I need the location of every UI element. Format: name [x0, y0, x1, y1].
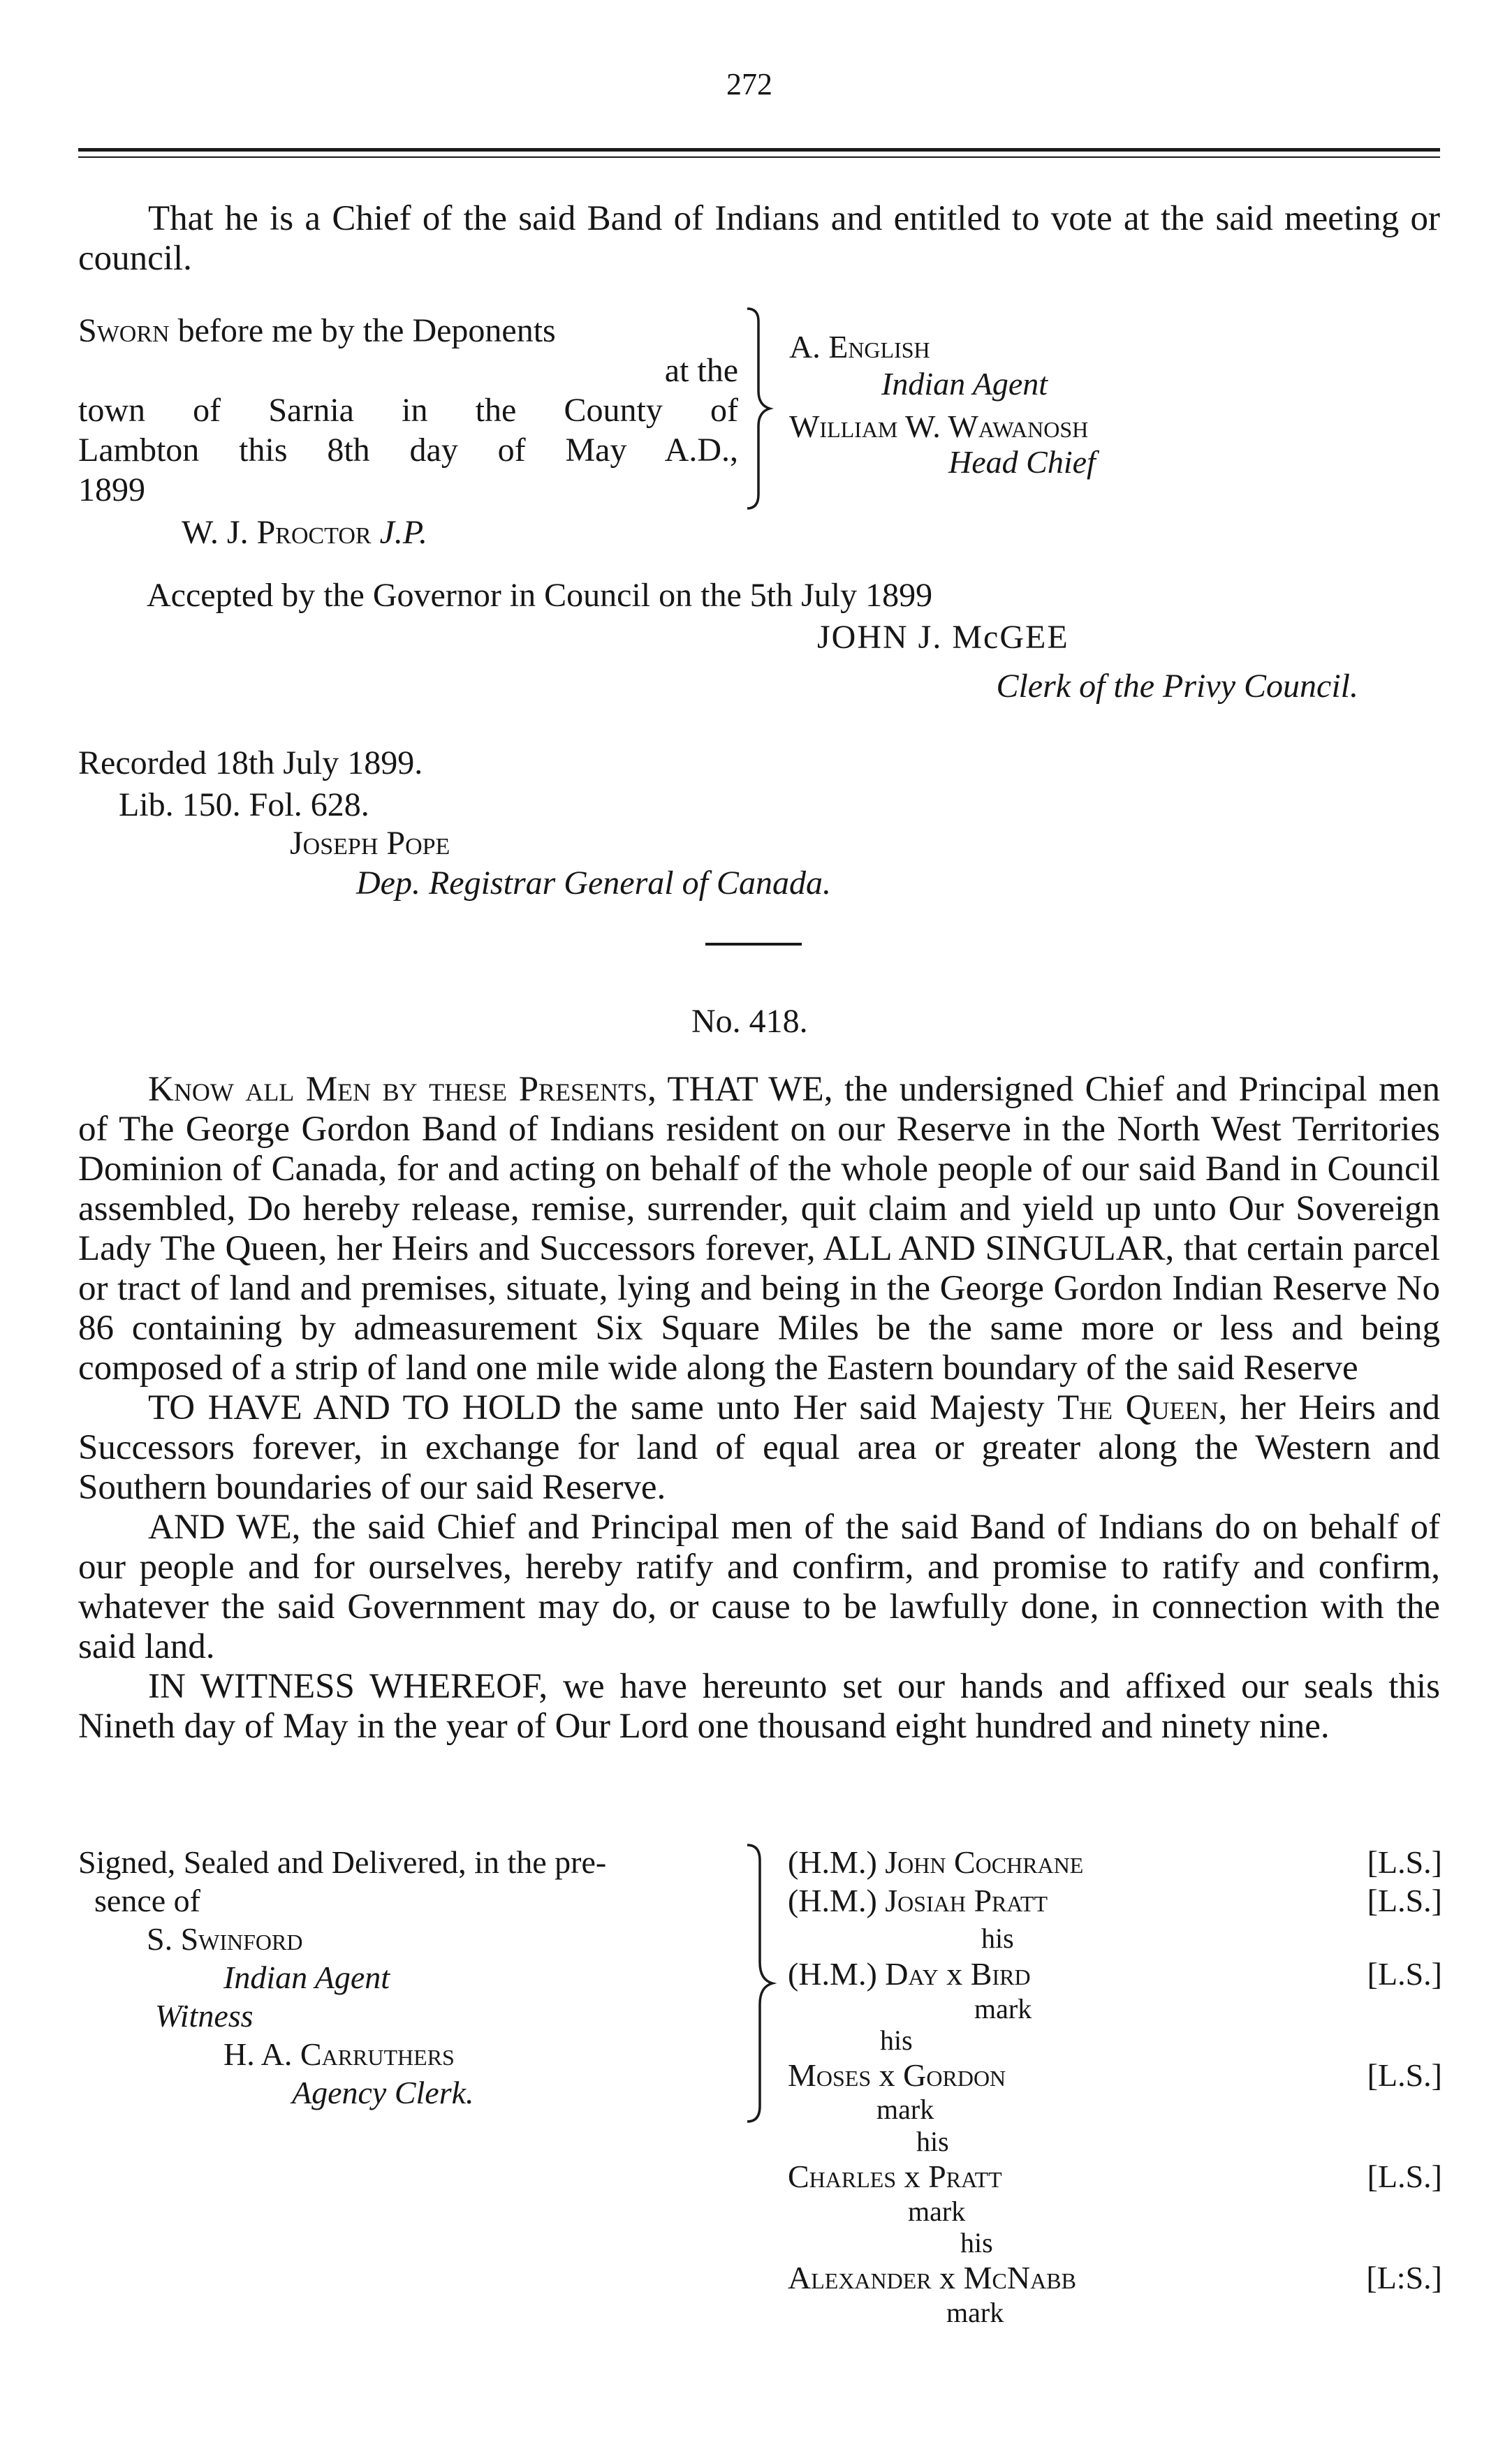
signatory-2 [788, 1882, 1048, 1919]
body-paragraph-2-b: , her Heirs and Successors forever, in exchange for land of equal area or greater along the Western and Southern boundaries of our said Reserve. [78, 1388, 1440, 1507]
signatory-6-first: Alexander [788, 2260, 932, 2295]
acceptance-text: Accepted by the Governor in Council on the 5th July 1899 [147, 577, 933, 614]
signatory-4-first: Moses [788, 2057, 872, 2093]
signatory-4-his: his [880, 2024, 913, 2056]
signatory-6-x: x [939, 2260, 956, 2295]
witness-name-2: H. A. Carruthers [223, 2036, 455, 2072]
signatory-5-seal: [L.S.] [1367, 2159, 1442, 2194]
deponent-title-2: Head Chief [948, 444, 1096, 480]
signatory-1 [788, 1844, 1083, 1881]
signatories-brace [746, 1844, 777, 2123]
the-queen: The Queen [1057, 1388, 1219, 1427]
registrar-name: Joseph Pope [290, 825, 450, 862]
acceptance-title: Clerk of the Privy Council. [996, 668, 1358, 705]
signatory-3-first: Day [885, 1956, 939, 1992]
witness-title-1: Indian Agent [223, 1960, 390, 1995]
sworn-line-5: 1899 [78, 471, 145, 508]
jp-title: J.P. [379, 514, 428, 551]
signatory-4-seal: [L.S.] [1367, 2057, 1442, 2093]
signatory-6-mark: mark [946, 2297, 1004, 2328]
witness-label: Witness [155, 1998, 254, 2034]
recorded-line-2: Lib. 150. Fol. 628. [119, 786, 369, 823]
witness-name-1: S. Swinford [147, 1921, 303, 1957]
know-all-men: Know all Men by these Presents, [148, 1070, 656, 1109]
signatory-3-prefix: (H.M.) [788, 1956, 877, 1992]
signatory-4-x: x [879, 2057, 895, 2093]
section-divider [705, 943, 802, 946]
signatory-6-his: his [960, 2227, 993, 2258]
acceptance-name: JOHN J. McGEE [817, 619, 1069, 656]
recorded-line-1: Recorded 18th July 1899. [78, 744, 423, 781]
surrender-body [78, 1070, 1440, 1747]
signatory-4 [788, 2057, 1006, 2094]
signatory-6-seal: [L:S.] [1366, 2260, 1442, 2295]
body-paragraph-4: IN WITNESS WHEREOF, we have hereunto set our hands and affixed our seals this Nineth day of May in the year of Our Lord one thousand eight hundred and ninety nine. [78, 1667, 1440, 1746]
signatory-3-x: x [946, 1956, 963, 1992]
opening-text: That he is a Chief of the said Band of Indians and entitled to vote at the said meeting or council. [78, 199, 1440, 278]
body-paragraph-1-text: THAT WE, the undersigned Chief and Principal men of The George Gordon Band of Indians resident on our Reserve in the North West Territories Dominion of Canada, for and acting on behalf of the whole people of our said Band in Council assembled, Do hereby release, remise, surrender, quit claim and yield up unto Our Sovereign Lady The Queen, her Heirs and Successors forever, ALL AND SINGULAR, that certain parcel or tract of land and premises, situate, lying and being in the George Gordon Indian Reserve No 86 containing by admeasurement Six Square Miles be the same more or less and being composed of a strip of land one mile wide along the Eastern boundary of the said Reserve [78, 1070, 1441, 1388]
deponent-name-1: A. English [789, 329, 930, 365]
opening-paragraph [78, 199, 1440, 279]
sworn-line-3: town of Sarnia in the County of [78, 392, 738, 429]
signatory-5-last: Pratt [928, 2159, 1002, 2194]
sworn-rest: before me by the Deponents [177, 312, 556, 349]
page-number: 272 [726, 67, 772, 101]
signatory-2-seal: [L.S.] [1367, 1883, 1442, 1918]
sworn-line-2: at the [664, 352, 738, 389]
signatory-5-mark: mark [908, 2196, 966, 2227]
body-paragraph-2-a: TO HAVE AND TO HOLD the same unto Her said Majesty [148, 1388, 1057, 1427]
sworn-brace [746, 307, 774, 510]
deponent-name-2: William W. Wawanosh [789, 409, 1089, 444]
document-number: No. 418. [691, 1003, 808, 1040]
witness-line-2: sence of [94, 1883, 200, 1918]
signatory-5-his: his [916, 2126, 949, 2157]
signatory-1-name: John Cochrane [885, 1844, 1084, 1880]
witness-title-2: Agency Clerk. [292, 2075, 474, 2110]
signatory-3-mark: mark [974, 1993, 1032, 2024]
sworn-line-1 [78, 311, 556, 350]
signatory-3 [788, 1955, 1031, 1992]
header-rule [78, 148, 1440, 152]
signatory-5 [788, 2158, 1002, 2195]
jp-name: W. J. Proctor [182, 514, 372, 551]
signatory-3-his: his [981, 1923, 1014, 1954]
signatory-1-seal: [L.S.] [1367, 1844, 1442, 1880]
signatory-1-prefix: (H.M.) [788, 1844, 877, 1880]
body-paragraph-1 [78, 1070, 1440, 1388]
signatory-5-first: Charles [788, 2159, 897, 2194]
deponent-title-1: Indian Agent [881, 366, 1048, 402]
body-paragraph-3: AND WE, the said Chief and Principal men of the said Band of Indians do on behalf of our people and for ourselves, hereby ratify and confirm, and promise to ratify and confirm, whatever the said Government may do, or cause to be lawfully done, in connection with the said land. [78, 1508, 1440, 1666]
signatory-6-last: McNabb [963, 2260, 1076, 2295]
signatory-6 [788, 2259, 1076, 2296]
witness-line-1: Signed, Sealed and Delivered, in the pre- [78, 1844, 607, 1880]
jp-signature [182, 513, 427, 552]
signatory-5-x: x [904, 2159, 920, 2194]
signatory-4-last: Gordon [903, 2057, 1006, 2093]
signatory-2-prefix: (H.M.) [788, 1883, 877, 1918]
signatory-3-seal: [L.S.] [1367, 1956, 1442, 1992]
sworn-lead: Sworn [78, 312, 170, 349]
signatory-2-name: Josiah Pratt [885, 1883, 1048, 1918]
registrar-title: Dep. Registrar General of Canada. [356, 865, 831, 902]
header-rule-thin [78, 156, 1440, 158]
signatory-4-mark: mark [876, 2094, 934, 2125]
sworn-line-4: Lambton this 8th day of May A.D., [78, 432, 738, 469]
body-paragraph-2 [78, 1388, 1440, 1508]
signatory-3-last: Bird [970, 1956, 1031, 1992]
